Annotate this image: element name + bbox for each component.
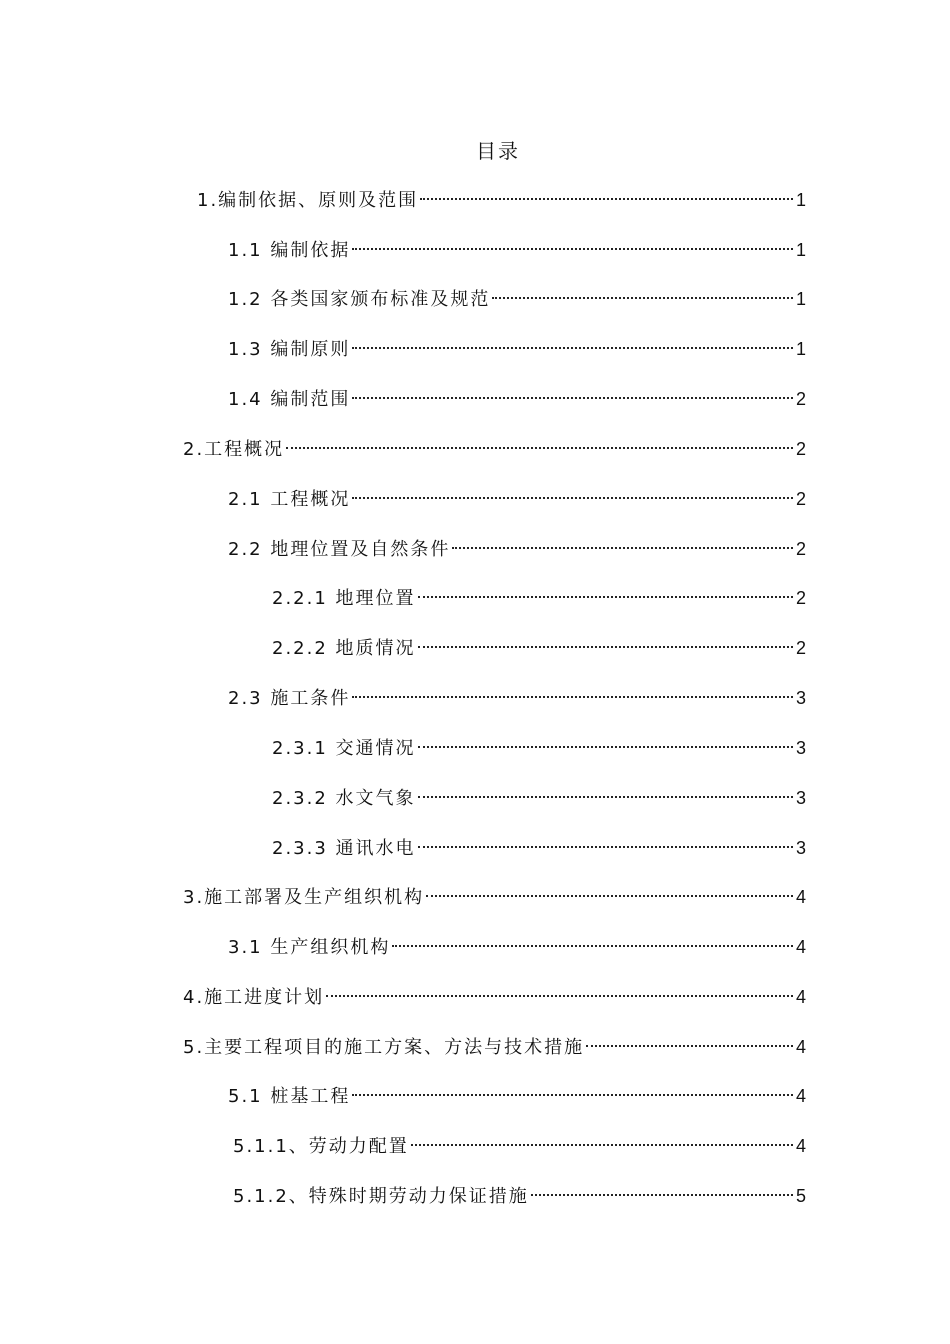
dot-leader <box>352 497 793 499</box>
toc-page-number: 4 <box>795 887 806 907</box>
toc-entry-1[interactable] <box>197 186 806 214</box>
toc-title: 目录 <box>476 139 520 163</box>
toc-entry-2[interactable] <box>183 435 806 463</box>
toc-page-number: 1 <box>795 339 806 359</box>
dot-leader <box>492 297 793 299</box>
dot-leader <box>426 895 793 897</box>
dot-leader <box>352 397 793 399</box>
dot-leader <box>352 248 793 250</box>
dot-leader <box>418 846 793 848</box>
toc-entry-label: 1.4 编制范围 <box>228 389 351 410</box>
dot-leader <box>418 646 793 648</box>
dot-leader <box>411 1144 793 1146</box>
toc-page-number: 2 <box>795 588 806 608</box>
toc-page-number: 2 <box>795 389 806 409</box>
dot-leader <box>352 347 793 349</box>
toc-page-number: 3 <box>795 838 806 858</box>
dot-leader <box>418 746 793 748</box>
toc-page-number: 5 <box>795 1186 806 1206</box>
toc-entry-label: 5.1.1、劳动力配置 <box>233 1136 409 1157</box>
toc-page-number: 2 <box>795 638 806 658</box>
toc-page-number: 1 <box>795 190 806 210</box>
toc-page-number: 3 <box>795 688 806 708</box>
dot-leader <box>452 547 793 549</box>
dot-leader <box>418 796 793 798</box>
toc-entry-2-2-2[interactable] <box>272 634 806 662</box>
toc-page-number: 1 <box>795 240 806 260</box>
toc-entry-4[interactable] <box>183 983 806 1011</box>
toc-entry-label: 5.主要工程项目的施工方案、方法与技术措施 <box>183 1037 585 1058</box>
toc-entry-label: 5.1.2、特殊时期劳动力保证措施 <box>233 1186 529 1207</box>
toc-page-number: 2 <box>795 539 806 559</box>
toc-entry-2-3[interactable] <box>228 684 806 712</box>
dot-leader <box>352 696 793 698</box>
toc-page-number: 4 <box>795 937 806 957</box>
toc-page-number: 1 <box>795 289 806 309</box>
toc-entry-label: 1.2 各类国家颁布标准及规范 <box>228 289 491 310</box>
toc-entry-label: 2.1 工程概况 <box>228 489 351 510</box>
dot-leader <box>392 945 793 947</box>
toc-entry-5-1[interactable] <box>228 1082 806 1110</box>
toc-entry-label: 2.3.1 交通情况 <box>272 738 416 759</box>
toc-entry-2-2-1[interactable] <box>272 584 806 612</box>
dot-leader <box>420 198 793 200</box>
toc-entry-label: 2.2.2 地质情况 <box>272 638 416 659</box>
toc-entry-3[interactable] <box>183 883 806 911</box>
toc-entry-label: 4.施工进度计划 <box>183 987 325 1008</box>
toc-page-number: 4 <box>795 1136 806 1156</box>
toc-entry-label: 1.3 编制原则 <box>228 339 351 360</box>
toc-entry-label: 2.工程概况 <box>183 439 285 460</box>
toc-entry-1-4[interactable] <box>228 385 806 413</box>
toc-entry-3-1[interactable] <box>228 933 806 961</box>
dot-leader <box>286 447 793 449</box>
dot-leader <box>531 1194 793 1196</box>
toc-entry-label: 2.2.1 地理位置 <box>272 588 416 609</box>
dot-leader <box>418 596 793 598</box>
dot-leader <box>586 1045 793 1047</box>
toc-entry-2-2[interactable] <box>228 535 806 563</box>
toc-entry-label: 5.1 桩基工程 <box>228 1086 351 1107</box>
toc-page-number: 3 <box>795 788 806 808</box>
toc-entry-5-1-1[interactable] <box>233 1132 806 1160</box>
toc-entry-2-3-2[interactable] <box>272 784 806 812</box>
toc-entry-label: 2.3.3 通讯水电 <box>272 838 416 859</box>
dot-leader <box>352 1094 793 1096</box>
toc-entry-label: 1.编制依据、原则及范围 <box>197 190 419 211</box>
toc-page-number: 4 <box>795 1037 806 1057</box>
toc-entry-2-1[interactable] <box>228 485 806 513</box>
toc-entry-2-3-1[interactable] <box>272 734 806 762</box>
toc-entry-1-1[interactable] <box>228 236 806 264</box>
dot-leader <box>326 995 793 997</box>
toc-page-number: 3 <box>795 738 806 758</box>
toc-entry-label: 3.施工部署及生产组织机构 <box>183 887 425 908</box>
toc-page-number: 2 <box>795 439 806 459</box>
toc-page-number: 2 <box>795 489 806 509</box>
toc-entry-1-3[interactable] <box>228 335 806 363</box>
toc-entry-label: 3.1 生产组织机构 <box>228 937 391 958</box>
toc-entry-label: 2.3 施工条件 <box>228 688 351 709</box>
toc-entry-label: 1.1 编制依据 <box>228 240 351 261</box>
toc-entry-1-2[interactable] <box>228 285 806 313</box>
toc-entry-label: 2.3.2 水文气象 <box>272 788 416 809</box>
toc-page-number: 4 <box>795 1086 806 1106</box>
toc-entry-2-3-3[interactable] <box>272 834 806 862</box>
toc-entry-5-1-2[interactable] <box>233 1182 806 1210</box>
toc-page-number: 4 <box>795 987 806 1007</box>
toc-entry-label: 2.2 地理位置及自然条件 <box>228 539 451 560</box>
toc-entry-5[interactable] <box>183 1033 806 1061</box>
